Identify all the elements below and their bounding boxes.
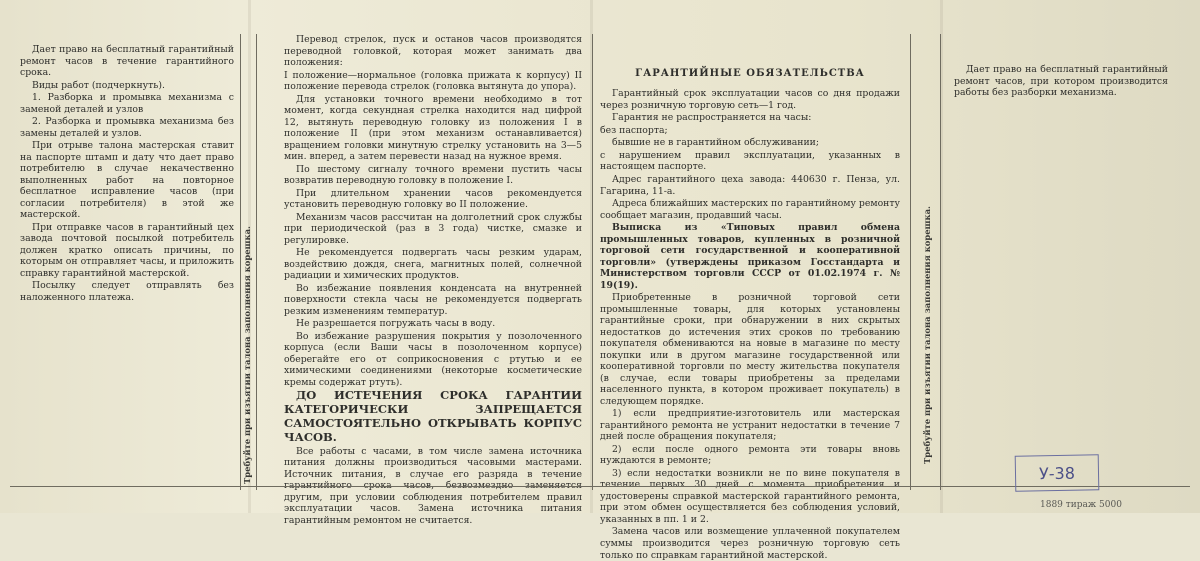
left-stub-paragraph: 1. Разборка и промывка механизма с заменой деталей и узлов: [20, 92, 234, 115]
cut-line: [940, 34, 941, 490]
right-stub-paragraph: Дает право на бесплатный гарантийный ремонт часов, при котором производится работы без разборки механизма.: [954, 64, 1168, 99]
left-stub-paragraph: 2. Разборка и промывка механизма без замены деталей и узлов.: [20, 116, 234, 139]
warranty-paragraph: Адреса ближайших мастерских по гарантийному ремонту сообщает магазин, продавший часы.: [600, 198, 900, 221]
instructions-paragraph: Все работы с часами, в том числе замена источника питания должны производиться часовыми мастерами. Источник питания, в случае его разряда в течение гарантийного срока часов, безвозмездно заменяется другим, при условии соблюдения потребителем правил эксплуатации часов. Замена источника питания гарантийным ремонтом не считается.: [284, 445, 582, 526]
print-info: 1889 тираж 5000: [1040, 500, 1122, 510]
vertical-note: Требуйте при изъятии талона заполнения корешка.: [242, 226, 252, 484]
instructions-text: [284, 34, 582, 526]
warranty-paragraph: Гарантийный срок эксплуатации часов со дня продажи через розничную торговую сеть—1 год.: [600, 88, 900, 111]
instructions-paragraph: Во избежание появления конденсата на внутренней поверхности стекла часы не рекомендуется подвергать резким изменениям температур.: [284, 282, 582, 317]
cut-line: [592, 34, 593, 490]
instructions-paragraph: Не разрешается погружать часы в воду.: [296, 318, 496, 330]
warranty-title: ГАРАНТИЙНЫЕ ОБЯЗАТЕЛЬСТВА: [635, 68, 865, 79]
warranty-paragraph: без паспорта;: [600, 124, 668, 136]
warranty-paragraph: Гарантия не распространяется на часы:: [612, 112, 812, 124]
left-stub-text: [20, 44, 234, 374]
right-stub-text: [954, 64, 1168, 144]
warranty-paragraph: 3) если недостатки возникли не по вине покупателя в течение первых 30 дней с момента приобретения и удостоверены справкой мастерской гарантийного ремонта, при этом обмен осуществляется без соблюдения условий, указанных в пп. 1 и 2.: [600, 467, 900, 525]
instructions-paragraph: По шестому сигналу точного времени пустить часы возвратив переводную головку в положение I.: [284, 163, 582, 187]
instructions-paragraph: Не рекомендуется подвергать часы резким ударам, воздействию дождя, снега, магнитных полей, солнечной радиации и химических продуктов.: [284, 247, 582, 282]
warranty-text: [600, 68, 900, 561]
instructions-paragraph: Во избежание разрушения покрытия у позолоченного корпуса (если Ваши часы в позолоченном корпусе) оберегайте его от соприкосновения с ртутью и ее химическими соединениями (некоторые косметические кремы содержат ртуть).: [284, 330, 582, 388]
cut-line: [256, 34, 257, 490]
left-stub-paragraph: При отправке часов в гарантийный цех завода почтовой посылкой потребитель должен кратко описать причины, по которым он отправляет часы, и приложить справку гарантийной мастерской.: [20, 221, 234, 279]
warranty-paragraph: 2) если после одного ремонта эти товары вновь нуждаются в ремонте;: [600, 443, 900, 467]
instructions-paragraph: Механизм часов рассчитан на долголетний срок службы при периодической (раз в 3 года) чистке, смазке и регулировке.: [284, 211, 582, 246]
instructions-paragraph: При длительном хранении часов рекомендуется установить переводную головку во II положение.: [284, 187, 582, 211]
left-stub-paragraph: Посылку следует отправлять без наложенного платежа.: [20, 280, 234, 303]
bottom-line: [10, 486, 1190, 487]
instructions-paragraph: Для установки точного времени необходимо в тот момент, когда секундная стрелка находится над цифрой 12, вытянуть переводную головку из положения I в положение II (при этом механизм останавливается) вращением головки минутную стрелку установить на 3—5 мин. вперед, а затем перевести назад на нужное время.: [284, 93, 582, 163]
instructions-paragraph: I положение—нормальное (головка прижата к корпусу) II положение перевода стрелок (головка вытянута до упора).: [284, 69, 582, 93]
vertical-note: Требуйте при изъятии талона заполнения корешка.: [922, 206, 932, 464]
instructions-paragraph: Перевод стрелок, пуск и останов часов производятся переводной головкой, которая может занимать два положения:: [284, 34, 582, 69]
warranty-paragraph: Замена часов или возмещение уплаченной покупателем суммы производится через розничную торговую сеть только по справкам гарантийной мастерской.: [600, 526, 900, 561]
warranty-paragraph: Приобретенные в розничной торговой сети промышленные товары, для которых установлены гарантийные сроки, при обнаружении в них скрытых недостатков до истечения этих сроков по требованию покупателя обмениваются на новые в магазине по месту покупки или в другом магазине государственной или кооперативной торговли по месту жительства покупателя (в случае, если товары приобретены за пределами населенного пункта, в котором проживает покупатель) в следующем порядке.: [600, 292, 900, 407]
warranty-paragraph: Адрес гарантийного цеха завода: 440630 г. Пенза, ул. Гагарина, 11-а.: [600, 174, 900, 197]
left-stub-paragraph: Виды работ (подчеркнуть).: [32, 79, 165, 91]
warranty-paragraph: 1) если предприятие-изготовитель или мастерская гарантийного ремонта не устранит недостатки в течение 7 дней после обращения покупателя;: [600, 408, 900, 443]
cut-line: [240, 34, 241, 490]
warranty-paragraph: бывшие не в гарантийном обслуживании;: [612, 137, 820, 149]
stamp-mark: У-38: [1015, 454, 1100, 491]
warranty-warning: ДО ИСТЕЧЕНИЯ СРОКА ГАРАНТИИ КАТЕГОРИЧЕСКИ ЗАПРЕЩАЕТСЯ САМОСТОЯТЕЛЬНО ОТКРЫВАТЬ КОРПУС ЧАСОВ.: [284, 388, 582, 444]
cut-line: [910, 34, 911, 490]
warranty-paragraph: Выписка из «Типовых правил обмена промышленных товаров, купленных в розничной торговой сети государственной и кооперативной торговли» (утверждены приказом Госстандарта и Министерством торговли СССР от 01.02.1974 г. № 19(19).: [600, 222, 900, 291]
warranty-paragraph: с нарушением правил эксплуатации, указанных в настоящем паспорте.: [600, 149, 900, 173]
left-stub-paragraph: При отрыве талона мастерская ставит на паспорте штамп и дату что дает право потребителю в случае некачественно выполненных работ на повторное бесплатное исправление часов (при согласии потребителя) в этой же мастерской.: [20, 140, 234, 221]
left-stub-paragraph: Дает право на бесплатный гарантийный ремонт часов в течение гарантийного срока.: [20, 44, 234, 79]
